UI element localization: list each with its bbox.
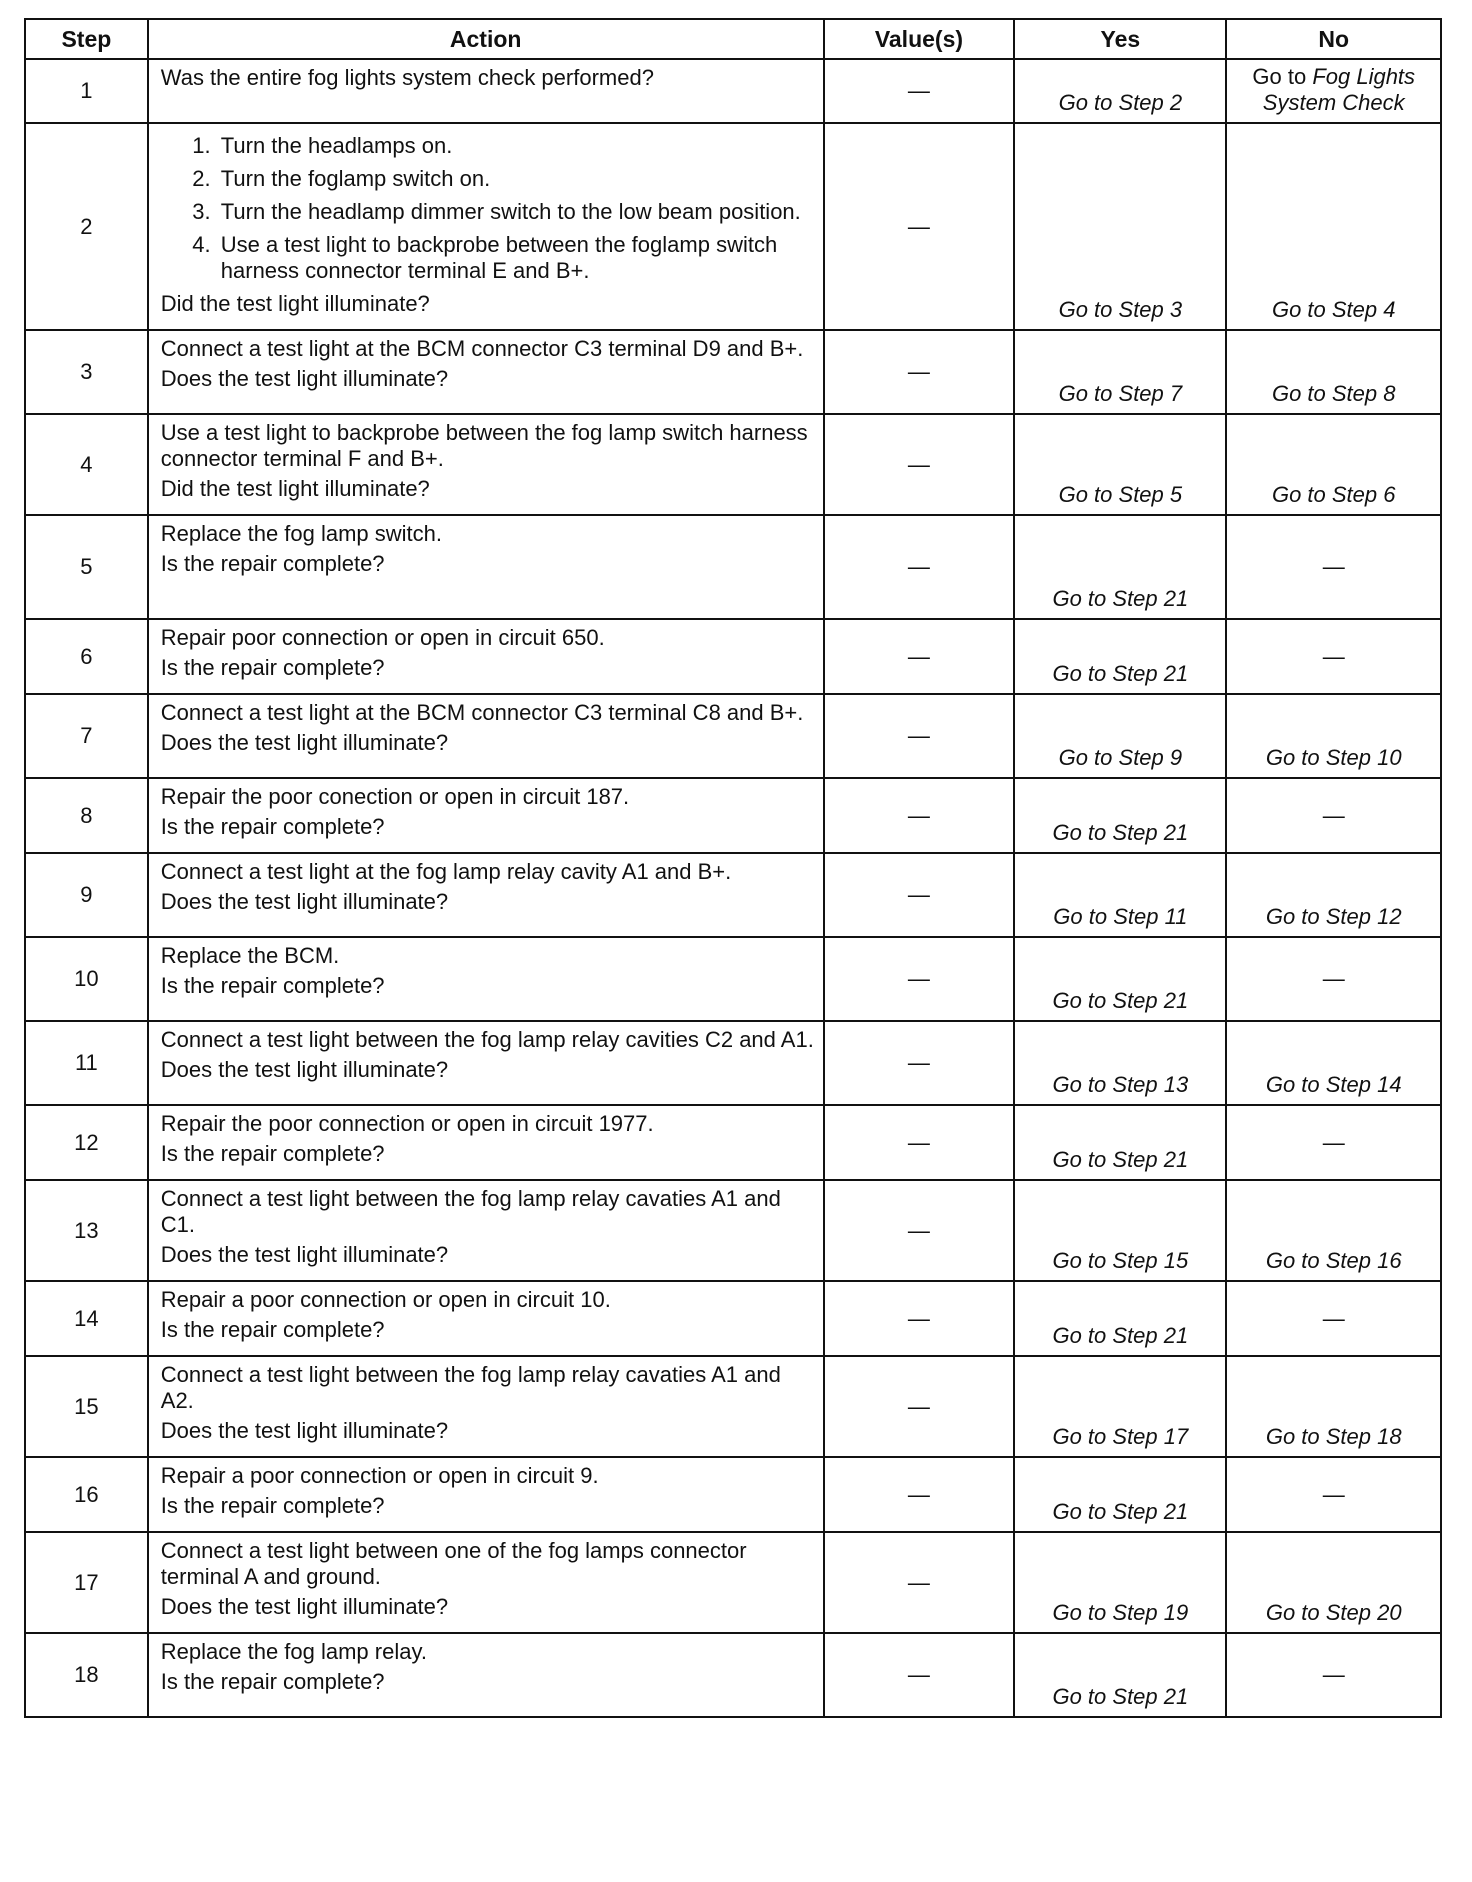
step-number: 15 xyxy=(25,1356,148,1457)
yes-result: Go to Step 21 xyxy=(1014,1633,1226,1717)
no-result: Go to Step 4 xyxy=(1226,123,1441,330)
yes-result: Go to Step 11 xyxy=(1014,853,1226,937)
no-result: Go to Step 8 xyxy=(1226,330,1441,414)
no-result: — xyxy=(1226,937,1441,1021)
action-steps-list xyxy=(161,133,815,284)
table-row xyxy=(25,853,1441,937)
yes-result: Go to Step 21 xyxy=(1014,778,1226,853)
table-row xyxy=(25,1281,1441,1356)
action-cell xyxy=(148,694,824,778)
value-cell: — xyxy=(824,59,1015,123)
action-question: Is the repair complete? xyxy=(160,1493,385,1518)
action-question: Is the repair complete? xyxy=(160,655,385,680)
table-row xyxy=(25,778,1441,853)
no-result: Go to Step 10 xyxy=(1226,694,1441,778)
action-text: Connect a test light at the BCM connector C3 terminal C8 and B+. xyxy=(160,700,804,725)
action-step-item: 1. Turn the headlamps on. xyxy=(217,133,815,159)
no-result: Go to Step 6 xyxy=(1226,414,1441,515)
header-row xyxy=(25,19,1441,59)
value-cell: — xyxy=(824,1281,1015,1356)
table-row xyxy=(25,1105,1441,1180)
action-text: Repair a poor connection or open in circuit 9. xyxy=(160,1463,599,1488)
action-cell xyxy=(148,1180,824,1281)
step-number: 3 xyxy=(25,330,148,414)
action-text: Replace the BCM. xyxy=(160,943,340,968)
action-question: Is the repair complete? xyxy=(160,1317,385,1342)
step-number: 10 xyxy=(25,937,148,1021)
yes-result: Go to Step 17 xyxy=(1014,1356,1226,1457)
value-cell: — xyxy=(824,1633,1015,1717)
yes-result: Go to Step 21 xyxy=(1014,1281,1226,1356)
value-cell: — xyxy=(824,937,1015,1021)
step-number: 14 xyxy=(25,1281,148,1356)
action-question: Does the test light illuminate? xyxy=(160,1057,449,1082)
step-number: 5 xyxy=(25,515,148,619)
table-row xyxy=(25,694,1441,778)
action-text: Replace the fog lamp relay. xyxy=(160,1639,427,1664)
action-question: Is the repair complete? xyxy=(160,551,385,576)
no-result: Go to Step 14 xyxy=(1226,1021,1441,1105)
value-cell: — xyxy=(824,1105,1015,1180)
yes-result: Go to Step 21 xyxy=(1014,619,1226,694)
value-cell: — xyxy=(824,123,1015,330)
no-result-prefix: Go to xyxy=(1252,64,1313,89)
table-row xyxy=(25,330,1441,414)
no-result: — xyxy=(1226,1633,1441,1717)
header-yes: Yes xyxy=(1014,19,1226,59)
yes-result: Go to Step 7 xyxy=(1014,330,1226,414)
header-action: Action xyxy=(148,19,824,59)
step-number: 11 xyxy=(25,1021,148,1105)
no-result: Go to Step 20 xyxy=(1226,1532,1441,1633)
action-text: Connect a test light at the BCM connector C3 terminal D9 and B+. xyxy=(160,336,804,361)
action-text: Connect a test light between the fog lamp relay cavities C2 and A1. xyxy=(160,1027,814,1052)
yes-result: Go to Step 3 xyxy=(1014,123,1226,330)
action-cell xyxy=(148,619,824,694)
step-number: 13 xyxy=(25,1180,148,1281)
action-text: Connect a test light at the fog lamp relay cavity A1 and B+. xyxy=(160,859,732,884)
table-row xyxy=(25,414,1441,515)
yes-result: Go to Step 21 xyxy=(1014,937,1226,1021)
action-question: Did the test light illuminate? xyxy=(160,476,430,501)
value-cell: — xyxy=(824,619,1015,694)
action-question: Did the test light illuminate? xyxy=(160,291,430,316)
action-question: Does the test light illuminate? xyxy=(160,889,449,914)
header-no: No xyxy=(1226,19,1441,59)
action-text: Repair the poor connection or open in circuit 1977. xyxy=(160,1111,654,1136)
action-question: Is the repair complete? xyxy=(160,1141,385,1166)
yes-result: Go to Step 19 xyxy=(1014,1532,1226,1633)
action-question: Is the repair complete? xyxy=(160,1669,385,1694)
step-number: 7 xyxy=(25,694,148,778)
action-cell xyxy=(148,1356,824,1457)
no-result: Go to Step 16 xyxy=(1226,1180,1441,1281)
action-cell xyxy=(148,853,824,937)
action-question: Does the test light illuminate? xyxy=(160,366,449,391)
action-text: Connect a test light between one of the fog lamps connector terminal A and ground. xyxy=(160,1538,747,1589)
diagnostic-table-page xyxy=(24,18,1442,1718)
action-cell xyxy=(148,1633,824,1717)
table-row xyxy=(25,1633,1441,1717)
step-number: 4 xyxy=(25,414,148,515)
no-result: — xyxy=(1226,619,1441,694)
yes-result: Go to Step 13 xyxy=(1014,1021,1226,1105)
value-cell: — xyxy=(824,1180,1015,1281)
action-cell xyxy=(148,59,824,123)
step-number: 17 xyxy=(25,1532,148,1633)
step-number: 12 xyxy=(25,1105,148,1180)
no-result: — xyxy=(1226,1457,1441,1532)
action-text: Repair a poor connection or open in circuit 10. xyxy=(160,1287,611,1312)
yes-result: Go to Step 5 xyxy=(1014,414,1226,515)
action-text: Repair the poor conection or open in circuit 187. xyxy=(160,784,630,809)
no-result: — xyxy=(1226,778,1441,853)
action-cell xyxy=(148,1021,824,1105)
step-number: 9 xyxy=(25,853,148,937)
action-question: Is the repair complete? xyxy=(160,973,385,998)
yes-result: Go to Step 9 xyxy=(1014,694,1226,778)
action-cell xyxy=(148,330,824,414)
value-cell: — xyxy=(824,515,1015,619)
no-result xyxy=(1226,59,1441,123)
action-cell xyxy=(148,1105,824,1180)
no-result: Go to Step 18 xyxy=(1226,1356,1441,1457)
action-cell xyxy=(148,515,824,619)
action-question: Does the test light illuminate? xyxy=(160,1594,449,1619)
action-question: Is the repair complete? xyxy=(160,814,385,839)
table-row xyxy=(25,515,1441,619)
value-cell: — xyxy=(824,1021,1015,1105)
step-number: 1 xyxy=(25,59,148,123)
action-cell xyxy=(148,123,824,330)
action-cell xyxy=(148,1532,824,1633)
action-cell xyxy=(148,1457,824,1532)
value-cell: — xyxy=(824,330,1015,414)
action-text: Use a test light to backprobe between the fog lamp switch harness connector terminal F and B+. xyxy=(160,420,808,471)
action-step-item: 2. Turn the foglamp switch on. xyxy=(217,166,815,192)
value-cell: — xyxy=(824,853,1015,937)
action-step-item: 4. Use a test light to backprobe between the foglamp switch harness connector terminal E and B+. xyxy=(217,232,815,284)
action-question: Does the test light illuminate? xyxy=(160,730,449,755)
step-number: 8 xyxy=(25,778,148,853)
action-text: Repair poor connection or open in circuit 650. xyxy=(160,625,605,650)
no-result: — xyxy=(1226,1281,1441,1356)
table-row xyxy=(25,937,1441,1021)
value-cell: — xyxy=(824,778,1015,853)
table-row xyxy=(25,123,1441,330)
table-row xyxy=(25,1457,1441,1532)
action-question: Does the test light illuminate? xyxy=(160,1418,449,1443)
header-values: Value(s) xyxy=(824,19,1015,59)
no-result: — xyxy=(1226,1105,1441,1180)
no-result-link: Fog Lights System Check xyxy=(1262,64,1416,115)
value-cell: — xyxy=(824,1457,1015,1532)
value-cell: — xyxy=(824,414,1015,515)
table-row xyxy=(25,1532,1441,1633)
no-result: Go to Step 12 xyxy=(1226,853,1441,937)
action-cell xyxy=(148,1281,824,1356)
value-cell: — xyxy=(824,694,1015,778)
action-cell xyxy=(148,937,824,1021)
action-cell xyxy=(148,414,824,515)
action-text: Replace the fog lamp switch. xyxy=(160,521,443,546)
diagnostic-table xyxy=(24,18,1442,1718)
action-text: Connect a test light between the fog lamp relay cavaties A1 and C1. xyxy=(160,1186,781,1237)
yes-result: Go to Step 15 xyxy=(1014,1180,1226,1281)
table-row xyxy=(25,619,1441,694)
value-cell: — xyxy=(824,1356,1015,1457)
action-text: Connect a test light between the fog lamp relay cavaties A1 and A2. xyxy=(160,1362,781,1413)
table-body xyxy=(25,59,1441,1717)
no-result: — xyxy=(1226,515,1441,619)
action-step-item: 3. Turn the headlamp dimmer switch to the low beam position. xyxy=(217,199,815,225)
action-text: Was the entire fog lights system check performed? xyxy=(160,65,654,90)
table-row xyxy=(25,1180,1441,1281)
table-row xyxy=(25,59,1441,123)
yes-result: Go to Step 2 xyxy=(1014,59,1226,123)
table-row xyxy=(25,1021,1441,1105)
yes-result: Go to Step 21 xyxy=(1014,515,1226,619)
yes-result: Go to Step 21 xyxy=(1014,1105,1226,1180)
step-number: 2 xyxy=(25,123,148,330)
action-cell xyxy=(148,778,824,853)
yes-result: Go to Step 21 xyxy=(1014,1457,1226,1532)
header-step: Step xyxy=(25,19,148,59)
value-cell: — xyxy=(824,1532,1015,1633)
table-row xyxy=(25,1356,1441,1457)
action-question: Does the test light illuminate? xyxy=(160,1242,449,1267)
step-number: 18 xyxy=(25,1633,148,1717)
step-number: 6 xyxy=(25,619,148,694)
step-number: 16 xyxy=(25,1457,148,1532)
